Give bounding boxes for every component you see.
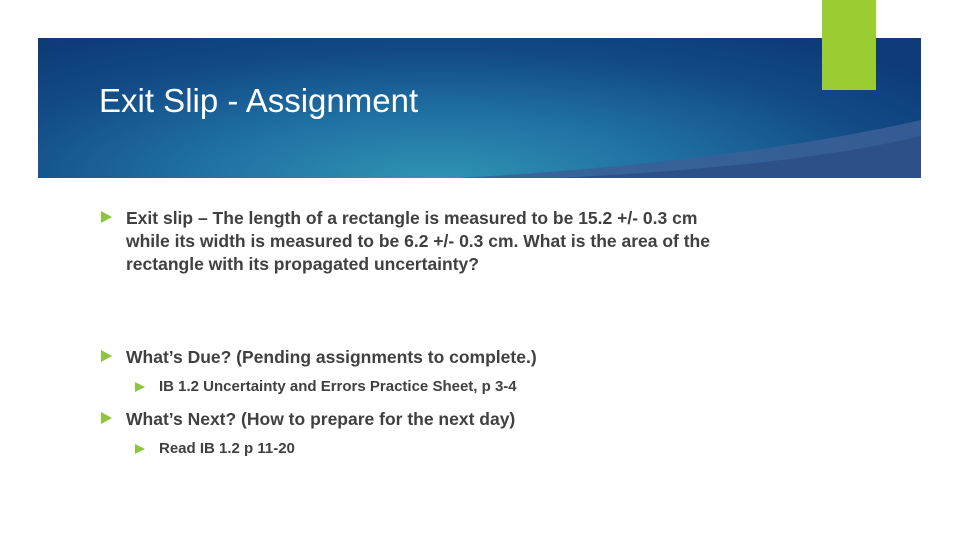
green-accent-bar bbox=[822, 0, 876, 90]
sub-bullet-arrow-icon bbox=[135, 382, 145, 392]
exit-slip-line-3: rectangle with its propagated uncertainty? bbox=[126, 254, 479, 274]
whats-due-heading: What’s Due? (Pending assignments to complete.) bbox=[126, 347, 537, 367]
due-item: IB 1.2 Uncertainty and Errors Practice Sheet, p 3-4 bbox=[159, 378, 517, 395]
bullet-arrow-icon bbox=[101, 350, 112, 362]
bullet-arrow-icon bbox=[101, 412, 112, 424]
exit-slip-line-2: while its width is measured to be 6.2 +/- 0.3 cm. What is the area of the bbox=[126, 231, 710, 251]
next-item: Read IB 1.2 p 11-20 bbox=[159, 440, 295, 457]
sub-bullet-arrow-icon bbox=[135, 444, 145, 454]
bullet-arrow-icon bbox=[101, 211, 112, 223]
exit-slip-line-1: Exit slip – The length of a rectangle is measured to be 15.2 +/- 0.3 cm bbox=[126, 208, 698, 228]
whats-next-heading: What’s Next? (How to prepare for the next day) bbox=[126, 409, 516, 429]
slide-title: Exit Slip - Assignment bbox=[99, 82, 419, 119]
